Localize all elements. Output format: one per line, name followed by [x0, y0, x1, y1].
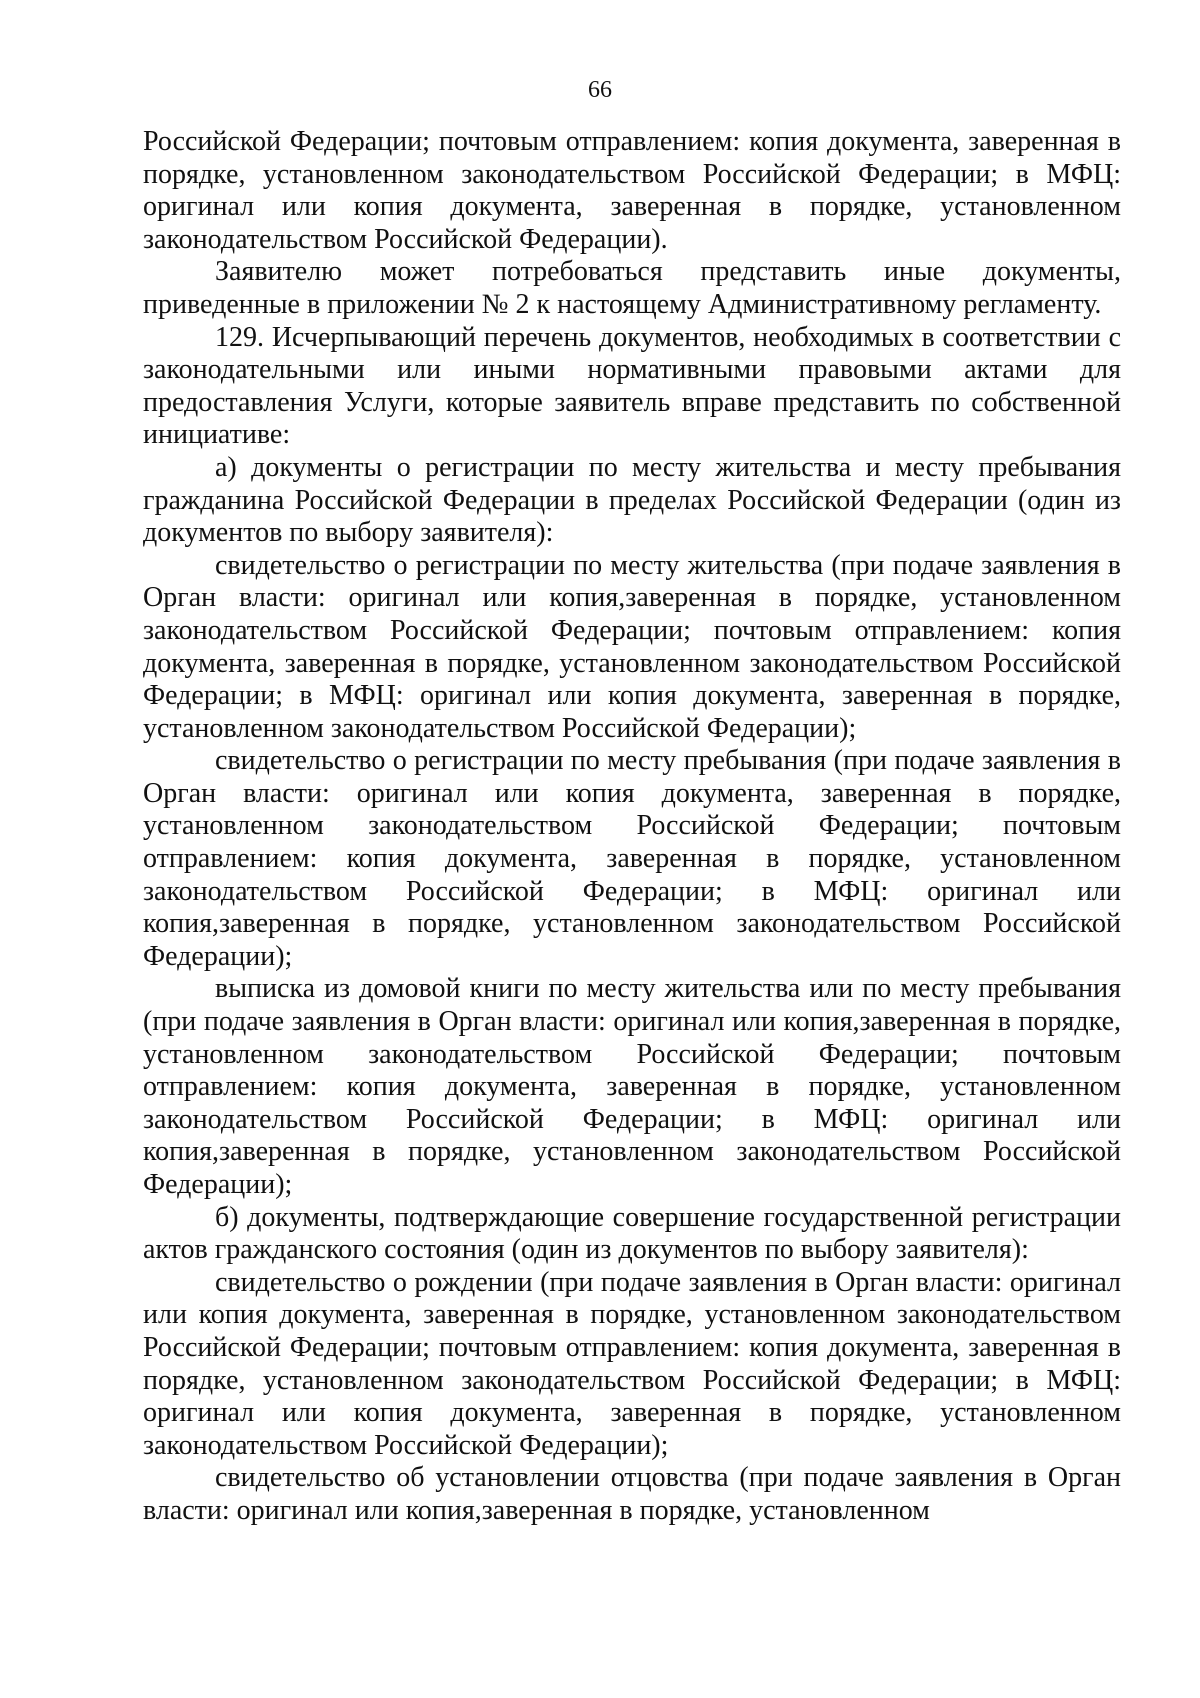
- paragraph: выписка из домовой книги по месту жительства или по месту пребывания (при подаче заявления в Орган власти: оригинал или копия,заверенная в порядке, установленном законодательством Российской Федерации; почтовым отправлением: копия документа, заверенная в порядке, установленном законодательством Российской Федерации; в МФЦ: оригинал или копия,заверенная в порядке, установленном законодательством Российской Федерации);: [143, 973, 1121, 1200]
- paragraph: свидетельство о регистрации по месту пребывания (при подаче заявления в Орган власти: оригинал или копия документа, заверенная в порядке, установленном законодательством Российской Федерации; почтовым отправлением: копия документа, заверенная в порядке, установленном законодательством Российской Федерации; в МФЦ: оригинал или копия,заверенная в порядке, установленном законодательством Российской Федерации);: [143, 745, 1121, 972]
- paragraph: свидетельство о рождении (при подаче заявления в Орган власти: оригинал или копия документа, заверенная в порядке, установленном законодательством Российской Федерации; почтовым отправлением: копия документа, заверенная в порядке, установленном законодательством Российской Федерации; в МФЦ: оригинал или копия документа, заверенная в порядке, установленном законодательством Российской Федерации);: [143, 1266, 1121, 1461]
- paragraph-subitem-b: б) документы, подтверждающие совершение государственной регистрации актов гражданского состояния (один из документов по выбору заявителя):: [143, 1201, 1121, 1266]
- document-body: [143, 126, 1121, 1528]
- paragraph: Заявителю может потребоваться представить иные документы, приведенные в приложении № 2 к настоящему Административному регламенту.: [143, 256, 1121, 320]
- paragraph-last: свидетельство об установлении отцовства (при подаче заявления в Орган власти: оригинал или копия,заверенная в порядке, установленном: [143, 1462, 1121, 1526]
- page-number: 66: [588, 77, 612, 103]
- paragraph-subitem-a: а) документы о регистрации по месту жительства и месту пребывания гражданина Российской Федерации в пределах Российской Федерации (один из документов по выбору заявителя):: [143, 451, 1121, 549]
- paragraph: свидетельство о регистрации по месту жительства (при подаче заявления в Орган власти: оригинал или копия,заверенная в порядке, установленном законодательством Российской Федерации; почтовым отправлением: копия документа, заверенная в порядке, установленном законодательством Российской Федерации; в МФЦ: оригинал или копия документа, заверенная в порядке, установленном законодательством Российской Федерации);: [143, 549, 1121, 744]
- paragraph: Российской Федерации; почтовым отправлением: копия документа, заверенная в порядке, установленном законодательством Российской Федерации; в МФЦ: оригинал или копия документа, заверенная в порядке, установленном законодательством Российской Федерации).: [143, 126, 1121, 255]
- paragraph-item-129: 129. Исчерпывающий перечень документов, необходимых в соответствии с законодательными или иными нормативными правовыми актами для предоставления Услуги, которые заявитель вправе представить по собственной инициативе:: [143, 321, 1121, 451]
